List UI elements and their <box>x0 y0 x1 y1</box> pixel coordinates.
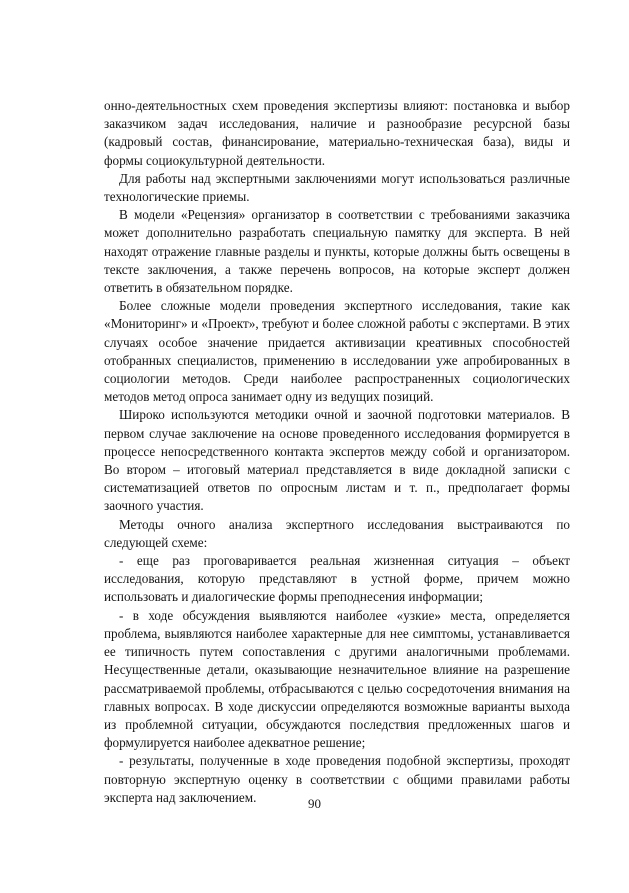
paragraph-methods: Широко используются методики очной и заочной подготовки материалов. В первом случае заключение на основе проведенного исследования формируется в процессе непосредственного контакта экспертов между собой и организатором. Во втором – итоговый материал представляется в виде докладной записки с систематизацией ответов по опросным листам и т. п., предполагает формы заочного участия. <box>104 407 570 514</box>
body-text <box>104 97 570 807</box>
paragraph-review-model: В модели «Рецензия» организатор в соответствии с требованиями заказчика может дополнительно разработать специальную памятку для эксперта. В ней находят отражение главные разделы и пункты, которые должны быть освещены в тексте заключения, а также перечень вопросов, на которые эксперт должен ответить в обязательном порядке. <box>104 207 570 296</box>
list-item-situation: - еще раз проговаривается реальная жизненная ситуация – объект исследования, которую представляют в устной форме, причем можно использовать и диалогические формы преподнесения информации; <box>104 553 570 605</box>
paragraph-scheme-intro: Методы очного анализа экспертного исследования выстраиваются по следующей схеме: <box>104 516 570 550</box>
paragraph-techniques: Для работы над экспертными заключениями могут использоваться различные технологические приемы. <box>104 170 570 205</box>
paragraph-continuation: онно-деятельностных схем проведения экспертизы влияют: постановка и выбор заказчиком задач исследования, наличие и разнообразие ресурсной базы (кадровый состав, финансирование, материально-техническая база), виды и формы социокультурной деятельности. <box>104 98 570 168</box>
page-number: 90 <box>308 796 321 811</box>
list-item-results: - результаты, полученные в ходе проведения подобной экспертизы, проходят повторную экспертную оценку в соответствии с общими правилами работы эксперта над заключением. <box>104 753 570 805</box>
list-item-discussion: - в ходе обсуждения выявляются наиболее «узкие» места, определяется проблема, выявляются наиболее характерные для нее симптомы, устанавливается ее типичность путем сопоставления с другими аналогичными проблемами. Несущественные детали, оказывающие незначительное влияние на разрешение рассматриваемой проблемы, отбрасываются с целью сосредоточения внимания на главных вопросах. В ходе дискуссии определяются возможные варианты выхода из проблемной ситуации, обсуждаются последствия предложенных шагов и формулируется наиболее адекватное решение; <box>104 607 570 751</box>
paragraph-complex-models: Более сложные модели проведения экспертного исследования, такие как «Мониторинг» и «Проект», требуют и более сложной работы с экспертами. В этих случаях особое значение придается активизации креативных способностей отобранных специалистов, применению в исследовании уже апробированных в социологии методов. Среди наиболее распространенных социологических методов метод опроса занимает одну из ведущих позиций. <box>104 298 570 405</box>
